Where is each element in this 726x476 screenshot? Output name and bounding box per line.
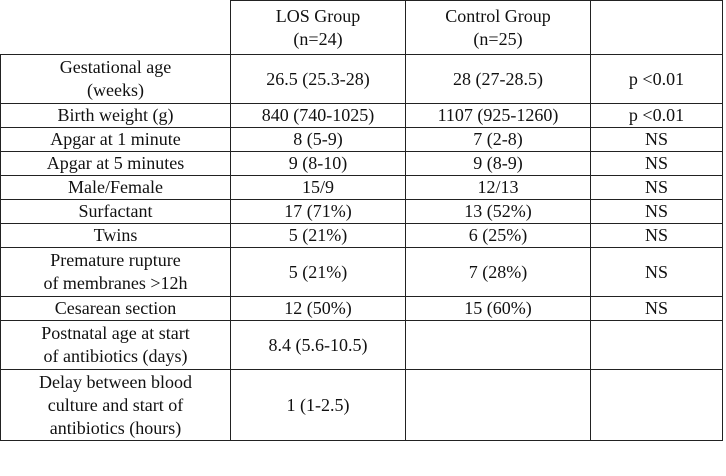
los-value: 840 (740-1025) [231, 104, 406, 128]
row-label: Twins [1, 224, 231, 248]
table-row [1, 104, 723, 128]
header-empty-cell [1, 1, 231, 55]
table-row [1, 55, 723, 104]
p-value: NS [591, 297, 723, 321]
control-value: 6 (25%) [406, 224, 591, 248]
p-value [591, 321, 723, 370]
header-control-group: Control Group (n=25) [406, 1, 591, 55]
table-row [1, 200, 723, 224]
table-row [1, 370, 723, 441]
los-value: 5 (21%) [231, 224, 406, 248]
table-row [1, 248, 723, 297]
row-label: Apgar at 5 minutes [1, 152, 231, 176]
row-label: Premature rupture of membranes >12h [1, 248, 231, 297]
control-value: 9 (8-9) [406, 152, 591, 176]
row-label: Birth weight (g) [1, 104, 231, 128]
table-row [1, 128, 723, 152]
row-label: Apgar at 1 minute [1, 128, 231, 152]
p-value: p <0.01 [591, 104, 723, 128]
row-label: Surfactant [1, 200, 231, 224]
row-label: Cesarean section [1, 297, 231, 321]
p-value: p <0.01 [591, 55, 723, 104]
row-label: Gestational age (weeks) [1, 55, 231, 104]
p-value: NS [591, 224, 723, 248]
los-value: 15/9 [231, 176, 406, 200]
control-value: 1107 (925-1260) [406, 104, 591, 128]
control-value: 15 (60%) [406, 297, 591, 321]
table-row [1, 321, 723, 370]
control-value: 13 (52%) [406, 200, 591, 224]
los-value: 1 (1-2.5) [231, 370, 406, 441]
los-value: 12 (50%) [231, 297, 406, 321]
p-value: NS [591, 152, 723, 176]
p-value: NS [591, 200, 723, 224]
los-value: 17 (71%) [231, 200, 406, 224]
control-value: 7 (2-8) [406, 128, 591, 152]
table-row [1, 152, 723, 176]
los-value: 26.5 (25.3-28) [231, 55, 406, 104]
control-value: 12/13 [406, 176, 591, 200]
row-label: Delay between blood culture and start of antibiotics (hours) [1, 370, 231, 441]
row-label: Male/Female [1, 176, 231, 200]
control-value: 7 (28%) [406, 248, 591, 297]
table-row [1, 176, 723, 200]
p-value: NS [591, 248, 723, 297]
header-los-group: LOS Group (n=24) [231, 1, 406, 55]
control-value [406, 321, 591, 370]
p-value: NS [591, 176, 723, 200]
los-value: 8 (5-9) [231, 128, 406, 152]
header-pvalue-cell [591, 1, 723, 55]
table-row [1, 297, 723, 321]
los-value: 5 (21%) [231, 248, 406, 297]
p-value [591, 370, 723, 441]
table-row [1, 224, 723, 248]
p-value: NS [591, 128, 723, 152]
row-label: Postnatal age at start of antibiotics (days) [1, 321, 231, 370]
control-value [406, 370, 591, 441]
table-header-row [1, 1, 723, 55]
control-value: 28 (27-28.5) [406, 55, 591, 104]
los-value: 9 (8-10) [231, 152, 406, 176]
los-value: 8.4 (5.6-10.5) [231, 321, 406, 370]
